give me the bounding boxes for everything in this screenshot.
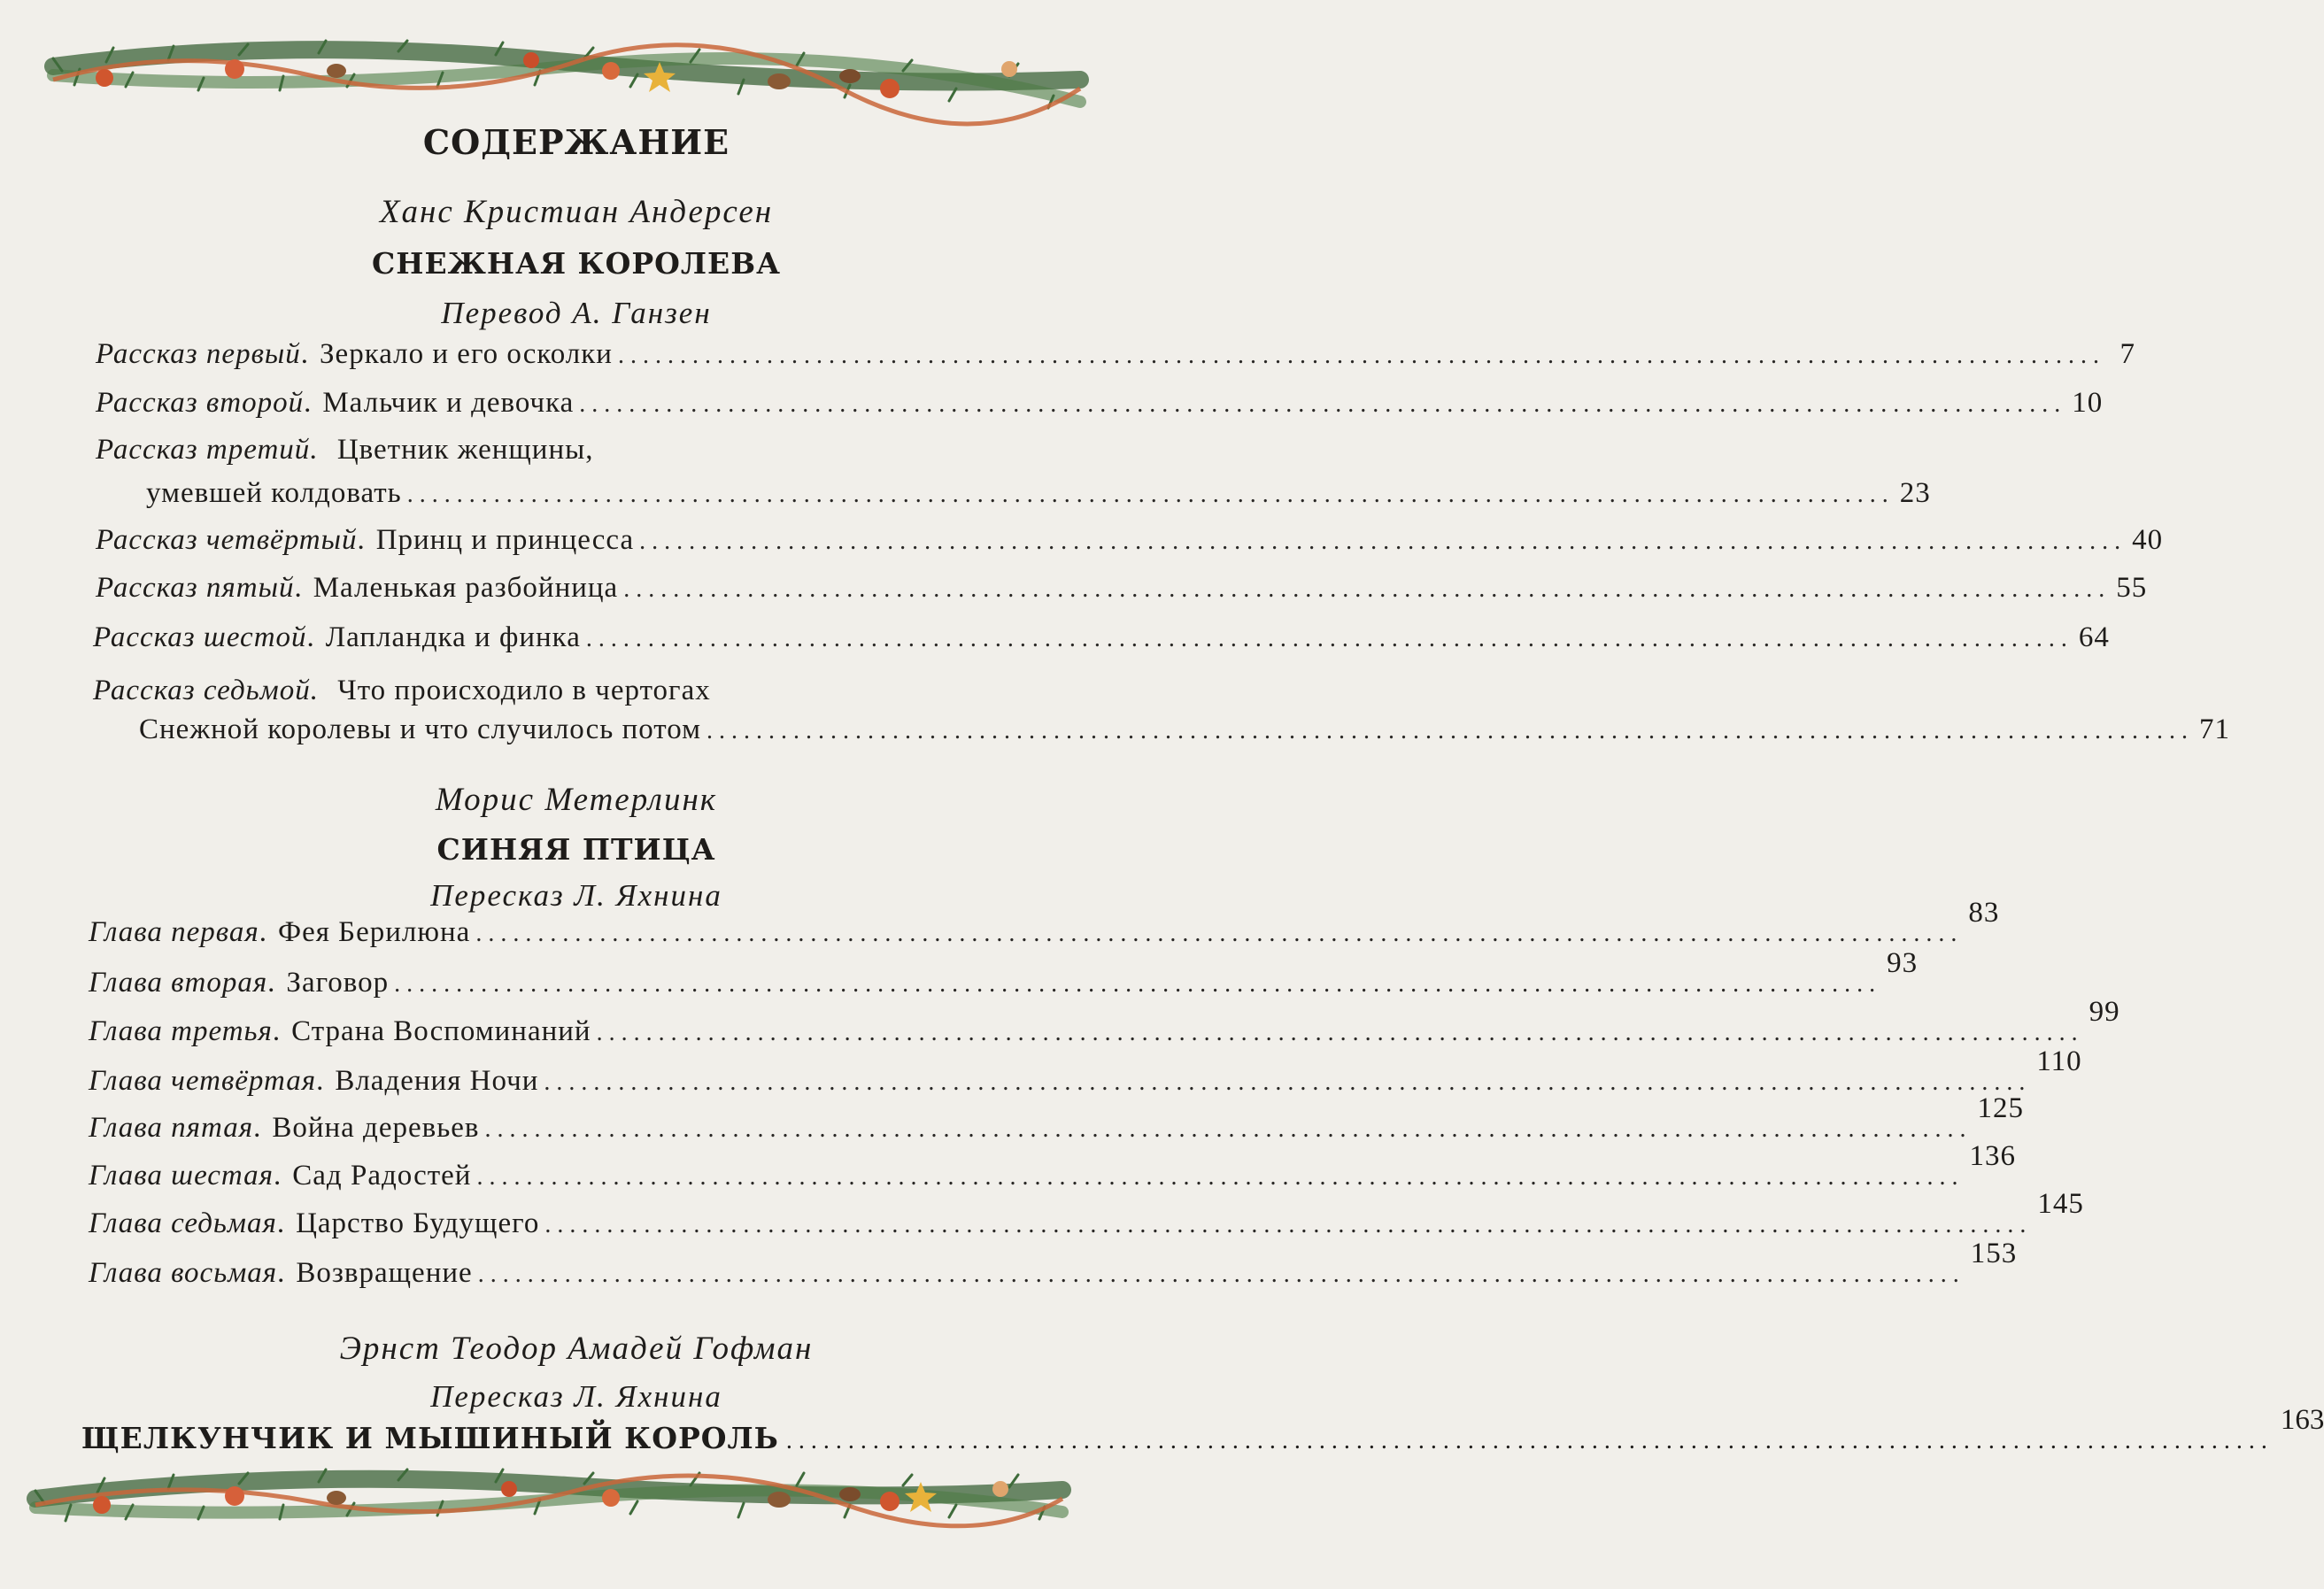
entry-label: Глава четвёртая: [89, 1065, 317, 1097]
toc-entry[interactable]: Рассказ второй. Мальчик и девочка ........................................................................................................................ 10: [96, 387, 2104, 419]
entry-page: 10: [2072, 387, 2104, 419]
entry-title: Фея Берилюна: [278, 916, 471, 948]
entry-label: Рассказ четвёртый: [96, 524, 358, 556]
dot-leader: ........................................................................................................................: [475, 920, 1964, 947]
entry-page: 71: [2199, 714, 2231, 745]
entry-label: Глава третья: [89, 1015, 273, 1047]
entry-label: Рассказ пятый: [96, 572, 295, 604]
entry-label: Рассказ седьмой: [93, 675, 311, 706]
dot-leader: ........................................................................................................................: [785, 1427, 2274, 1454]
toc-entry[interactable]: Глава шестая. Сад Радостей ........................................................................................................................ 136: [89, 1140, 2016, 1192]
entry-title: Зеркало и его осколки: [320, 338, 613, 370]
toc-entry[interactable]: [146, 477, 1931, 510]
entry-page: 55: [2116, 572, 2148, 604]
entry-page: 23: [1899, 477, 1931, 509]
entry-label: Рассказ второй: [96, 387, 305, 419]
top-garland-decoration: [0, 27, 1153, 115]
bottom-garland-decoration: [0, 1450, 1153, 1539]
toc-entry[interactable]: Глава третья. Страна Воспоминаний ........................................................................................................................ 99: [89, 996, 2120, 1047]
dot-leader: ........................................................................................................................: [579, 390, 2067, 418]
section-author: Эрнст Теодор Амадей Гофман: [339, 1331, 814, 1367]
entry-title: Страна Воспоминаний: [291, 1015, 591, 1047]
dot-leader: ........................................................................................................................: [406, 481, 1895, 508]
entry-title: Что происходило в чертогах: [337, 675, 711, 706]
section-translator: Перевод А. Ганзен: [441, 296, 712, 330]
toc-entry[interactable]: Глава восьмая. Возвращение ........................................................................................................................ 153: [89, 1238, 2018, 1289]
entry-page: 125: [1977, 1092, 2024, 1124]
entry-page: 110: [2036, 1045, 2082, 1077]
entry-page: 163: [2280, 1404, 2324, 1436]
toc-entry[interactable]: Глава четвёртая. Владения Ночи ........................................................................................................................ 110: [89, 1045, 2082, 1097]
entry-title: Заговор: [286, 967, 390, 999]
section-translator: Пересказ Л. Яхнина: [430, 1379, 722, 1414]
entry-title: Маленькая разбойница: [313, 572, 619, 604]
page-title: СОДЕРЖАНИЕ: [422, 122, 730, 162]
toc-entry[interactable]: Глава первая. Фея Берилюна ........................................................................................................................ 83: [89, 897, 2000, 948]
toc-entry[interactable]: Рассказ пятый. Маленькая разбойница ........................................................................................................................ 55: [96, 572, 2148, 604]
toc-entry[interactable]: Глава вторая. Заговор ........................................................................................................................ 93: [89, 947, 1919, 999]
entry-title: Война деревьев: [272, 1112, 480, 1144]
toc-entry-first-line[interactable]: Рассказ третий. Цветник женщины,: [96, 434, 594, 466]
toc-entry[interactable]: Глава седьмая. Царство Будущего ........................................................................................................................ 145: [89, 1188, 2084, 1239]
entry-title: Сад Радостей: [292, 1160, 472, 1192]
entry-page: 93: [1887, 947, 1919, 979]
entry-page: 64: [2078, 621, 2110, 653]
entry-title: Возвращение: [296, 1257, 473, 1289]
section-title: СИНЯЯ ПТИЦА: [436, 832, 716, 867]
entry-label: Глава вторая: [89, 967, 268, 999]
section-translator: Пересказ Л. Яхнина: [430, 878, 722, 913]
entry-label: Рассказ третий: [96, 434, 311, 466]
entry-label: Глава седьмая: [89, 1207, 277, 1239]
dot-leader: ........................................................................................................................: [544, 1068, 2032, 1096]
entry-page: 99: [2089, 996, 2120, 1028]
entry-title: Цветник женщины,: [336, 434, 594, 466]
entry-label: Рассказ шестой: [93, 621, 307, 653]
entry-page: 83: [1968, 897, 2000, 929]
dot-leader: ........................................................................................................................: [544, 1211, 2033, 1238]
entry-title: Принц и принцесса: [375, 524, 635, 556]
entry-title: Владения Ночи: [335, 1065, 539, 1097]
section-author: Ханс Кристиан Андерсен: [379, 194, 774, 230]
toc-entry-first-line[interactable]: Рассказ седьмой. Что происходило в чертогах: [93, 675, 711, 706]
entry-title: Царство Будущего: [296, 1207, 540, 1239]
entry-page: 40: [2132, 524, 2164, 556]
entry-title-continued: Снежной королевы и что случилось потом: [139, 714, 702, 745]
section-title: ЩЕЛКУНЧИК И МЫШИНЫЙ КОРОЛЬ: [81, 1421, 779, 1455]
section-author: Морис Метерлинк: [435, 782, 718, 818]
dot-leader: ........................................................................................................................: [484, 1115, 1973, 1143]
toc-entry[interactable]: Глава пятая. Война деревьев ........................................................................................................................ 125: [89, 1092, 2024, 1144]
entry-label: Рассказ первый: [96, 338, 301, 370]
toc-entry[interactable]: Рассказ шестой. Лапландка и финка ........................................................................................................................ 64: [93, 621, 2110, 653]
dot-leader: ........................................................................................................................: [394, 970, 1882, 998]
dot-leader: ........................................................................................................................: [617, 342, 2105, 369]
entry-label: Глава первая: [89, 916, 259, 948]
dot-leader: ........................................................................................................................: [477, 1261, 1965, 1288]
dot-leader: ........................................................................................................................: [706, 717, 2195, 744]
dot-leader: ........................................................................................................................: [623, 575, 2112, 603]
dot-leader: ........................................................................................................................: [585, 625, 2073, 652]
entry-label: Глава восьмая: [89, 1257, 278, 1289]
dot-leader: ........................................................................................................................: [596, 1019, 2084, 1046]
toc-entry[interactable]: Рассказ первый. Зеркало и его осколки ........................................................................................................................ 7: [96, 338, 2135, 370]
section-title: СНЕЖНАЯ КОРОЛЕВА: [372, 246, 781, 281]
toc-entry[interactable]: Рассказ четвёртый. Принц и принцесса ........................................................................................................................ 40: [96, 524, 2164, 556]
entry-page: 145: [2037, 1188, 2084, 1220]
dot-leader: ........................................................................................................................: [639, 528, 2127, 555]
entry-page: 153: [1970, 1238, 2018, 1269]
entry-label: Глава пятая: [89, 1112, 254, 1144]
toc-entry[interactable]: [139, 714, 2231, 746]
garland-pine-branches: [53, 41, 1080, 108]
entry-title-continued: умевшей колдовать: [146, 477, 402, 509]
entry-page: 7: [2119, 338, 2135, 370]
entry-page: 136: [1969, 1140, 2016, 1172]
entry-title: Лапландка и финка: [325, 621, 581, 653]
dot-leader: ........................................................................................................................: [476, 1163, 1965, 1191]
entry-label: Глава шестая: [89, 1160, 274, 1192]
entry-title: Мальчик и девочка: [322, 387, 575, 419]
